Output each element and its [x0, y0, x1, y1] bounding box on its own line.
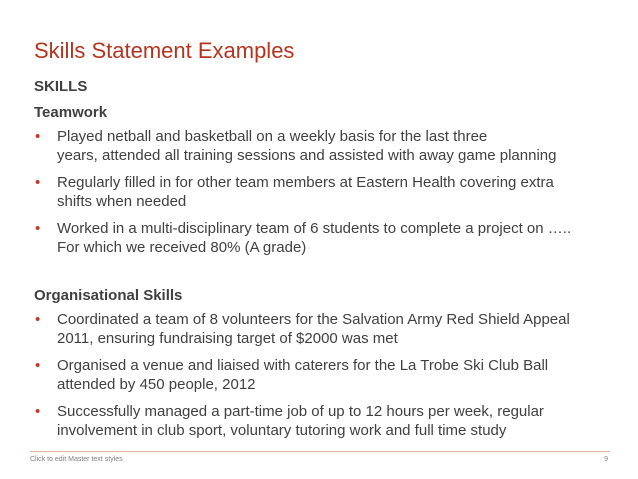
- skills-heading: SKILLS: [34, 78, 88, 95]
- bullet-text-line: attended by 450 people, 2012: [57, 376, 256, 393]
- bullet-icon: •: [35, 403, 41, 420]
- slide-title: Skills Statement Examples: [34, 38, 295, 63]
- bullet-text-line: Regularly filled in for other team members at Eastern Health covering extra: [57, 174, 554, 191]
- bullet-text-line: years, attended all training sessions and assisted with away game planning: [57, 147, 557, 164]
- teamwork-list: [34, 127, 624, 257]
- bullet-text-line: Organised a venue and liaised with caterers for the La Trobe Ski Club Ball: [57, 357, 549, 374]
- footer-divider: [30, 451, 610, 452]
- bullet-text-line: shifts when needed: [57, 193, 187, 210]
- bullet-text-line: Worked in a multi-disciplinary team of 6 students to complete a project on …..: [57, 220, 572, 237]
- bullet-text-line: For which we received 80% (A grade): [57, 239, 307, 256]
- organisational-skills-list: [34, 310, 624, 440]
- teamwork-heading: Teamwork: [34, 104, 108, 121]
- page-number: 9: [604, 456, 608, 463]
- bullet-item: [34, 219, 624, 257]
- bullet-text-line: Played netball and basketball on a weekly basis for the last three: [57, 128, 488, 145]
- bullet-item: [34, 356, 624, 394]
- bullet-icon: •: [35, 311, 41, 328]
- bullet-icon: •: [35, 128, 41, 145]
- bullet-item: [34, 173, 624, 211]
- bullet-icon: •: [35, 357, 41, 374]
- bullet-item: [34, 402, 624, 440]
- bullet-text-line: involvement in club sport, voluntary tutoring work and full time study: [57, 422, 507, 439]
- footer-text: Click to edit Master text styles: [30, 456, 123, 463]
- bullet-text-line: Successfully managed a part-time job of up to 12 hours per week, regular: [57, 403, 544, 420]
- bullet-icon: •: [35, 174, 41, 191]
- bullet-item: [34, 310, 624, 348]
- bullet-item: [34, 127, 624, 165]
- organisational-skills-heading: Organisational Skills: [34, 287, 183, 304]
- slide-content: [34, 78, 624, 448]
- bullet-icon: •: [35, 220, 41, 237]
- bullet-text-line: Coordinated a team of 8 volunteers for the Salvation Army Red Shield Appeal: [57, 311, 570, 328]
- bullet-text-line: 2011, ensuring fundraising target of $2000 was met: [57, 330, 398, 347]
